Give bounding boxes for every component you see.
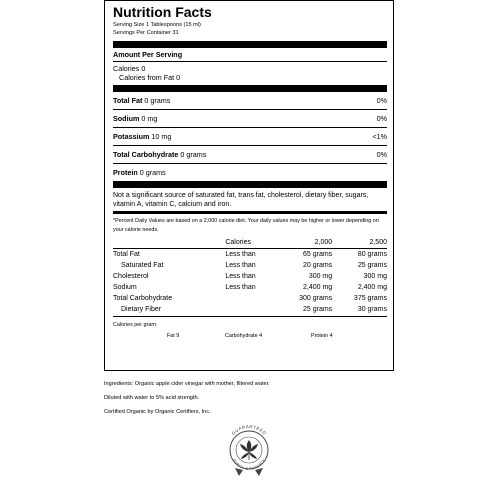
nutrient-name: Potassium xyxy=(113,132,150,141)
dv-cell: 80 grams xyxy=(357,251,387,258)
nutrient-amount: 0 mg xyxy=(141,114,158,123)
nutrient-name: Total Carbohydrate xyxy=(113,150,179,159)
seal-top-text: GUARANTEED xyxy=(230,423,268,436)
nutrient-dv: 0% xyxy=(376,96,387,105)
dv-cell: Dietary Fiber xyxy=(121,306,162,313)
nutrient-amount: 0 grams xyxy=(144,96,171,105)
dv-cell: 30 grams xyxy=(357,306,387,313)
certification-text: Certified Organic by Organic Certifiers, Inc. xyxy=(104,409,211,415)
nutrient-name: Total Fat xyxy=(113,96,143,105)
dv-cell: 375 grams xyxy=(353,295,387,302)
dv-row xyxy=(113,293,387,304)
dv-cell xyxy=(225,293,280,304)
dv-cell: 300 mg xyxy=(308,273,333,280)
dv-cell: Less than xyxy=(225,273,256,280)
calories-per-gram-label: Calories per gram: xyxy=(113,322,158,328)
seal-logo xyxy=(219,422,279,484)
dv-header-cell: Calories xyxy=(225,239,252,246)
calories: Calories 0 xyxy=(113,64,146,73)
nutrient-dv: 0% xyxy=(376,150,387,159)
ingredients-text: Ingredients: Organic apple cider vinegar with mother, filtered water. xyxy=(104,381,270,387)
nutrient-name: Protein xyxy=(113,168,138,177)
nutrient-amount: 0 grams xyxy=(139,168,166,177)
dv-header-cell: 2,000 xyxy=(314,239,333,246)
dv-cell: 25 grams xyxy=(357,262,387,269)
panel-title: Nutrition Facts xyxy=(113,4,212,20)
dv-row xyxy=(113,304,387,315)
dv-cell xyxy=(225,304,280,315)
dv-cell: 300 mg xyxy=(363,273,387,280)
dv-cell: 25 grams xyxy=(302,306,333,313)
dv-cell: Sodium xyxy=(113,284,137,291)
dv-row xyxy=(113,282,387,293)
calories-from-fat: Calories from Fat 0 xyxy=(119,73,181,82)
nutrient-dv: <1% xyxy=(372,132,387,141)
guaranteed-purity-seal xyxy=(219,422,279,484)
thick-divider xyxy=(113,85,387,92)
dv-cell: 2,400 mg xyxy=(302,284,333,291)
dv-row xyxy=(113,260,387,271)
nutrient-row xyxy=(113,109,387,127)
dv-cell: Cholesterol xyxy=(113,273,149,280)
dilution-text: Diluted with water to 5% acid strength. xyxy=(104,395,200,401)
dv-cell: Less than xyxy=(225,262,256,269)
nutrient-amount: 0 grams xyxy=(180,150,207,159)
nutrient-row xyxy=(113,92,387,109)
dv-cell: Less than xyxy=(225,284,256,291)
calories-block xyxy=(113,62,387,83)
serving-size: Serving Size 1 Tablespoons (15 ml) xyxy=(113,22,201,28)
nutrition-facts-panel xyxy=(104,0,394,371)
dv-cell: Less than xyxy=(225,251,256,258)
nutrient-amount: 10 mg xyxy=(151,132,172,141)
nutrient-list xyxy=(113,92,387,181)
daily-value-table xyxy=(113,237,387,315)
dv-cell: 2,400 mg xyxy=(357,284,387,291)
thick-divider xyxy=(113,41,387,48)
amount-per-serving: Amount Per Serving xyxy=(113,50,183,59)
nutrient-name: Sodium xyxy=(113,114,140,123)
per-gram-fat: Fat 9 xyxy=(167,333,180,339)
per-gram-protein: Protein 4 xyxy=(311,333,333,339)
dv-cell: Total Fat xyxy=(113,251,140,258)
nutrient-row xyxy=(113,145,387,163)
dv-header-row xyxy=(113,237,387,249)
dv-cell: Saturated Fat xyxy=(121,262,164,269)
svg-text:GUARANTEED xyxy=(231,424,268,436)
servings-per-container: Servings Per Container 31 xyxy=(113,30,179,36)
nutrient-row xyxy=(113,163,387,181)
dv-cell: 300 grams xyxy=(299,295,333,302)
daily-value-footnote: *Percent Daily Values are based on a 2,000 calorie diet. Your daily values may be higher or lower depending on your calorie needs. xyxy=(113,218,379,233)
per-gram-carbohydrate: Carbohydrate 4 xyxy=(225,333,263,339)
dv-row xyxy=(113,271,387,282)
dv-header-cell xyxy=(113,237,225,249)
dv-cell: 65 grams xyxy=(302,251,333,258)
dv-cell: 20 grams xyxy=(302,262,333,269)
calories-per-gram-row xyxy=(113,329,387,343)
dv-cell: Total Carbohydrate xyxy=(113,295,173,302)
dv-row xyxy=(113,249,387,261)
nutrient-dv: 0% xyxy=(376,114,387,123)
seal-bottom-text: PURITY & POTENCY xyxy=(231,458,267,472)
thick-divider xyxy=(113,181,387,188)
nutrient-row xyxy=(113,127,387,145)
dv-header-cell: 2,500 xyxy=(369,239,387,246)
not-significant-note: Not a significant source of saturated fat, trans fat, cholesterol, dietary fiber, sugars, vitamin A, vitamin C, calcium and iron. xyxy=(113,192,369,208)
